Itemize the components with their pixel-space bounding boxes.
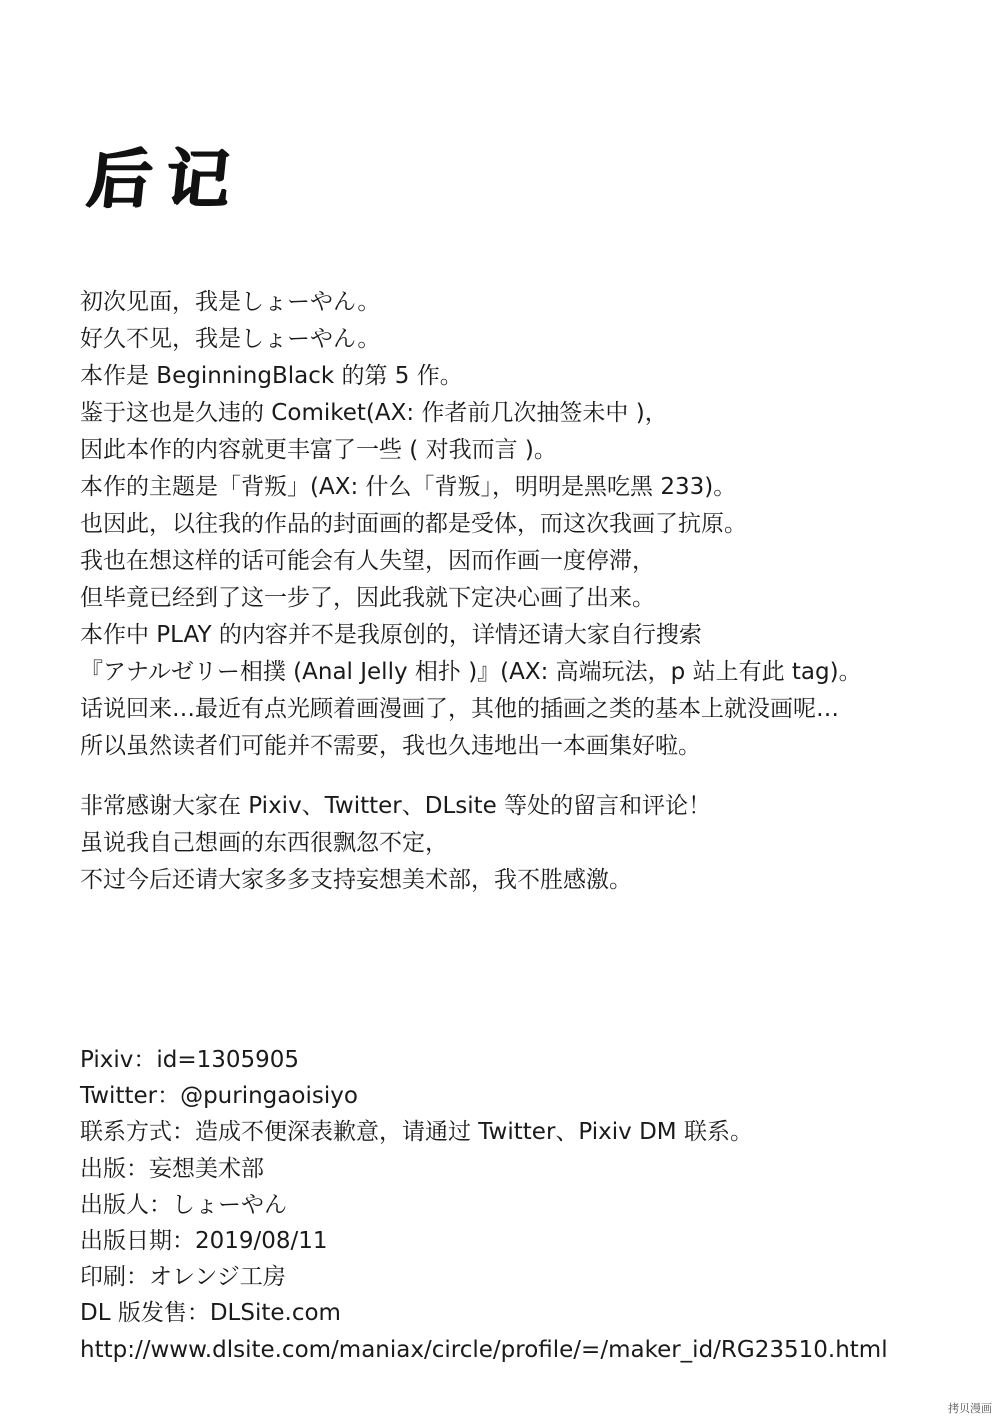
body-line: 话说回来…最近有点光顾着画漫画了，其他的插画之类的基本上就没画呢…	[80, 696, 839, 722]
body-line: 本作的主题是「背叛」(AX: 什么「背叛」，明明是黑吃黑 233)。	[80, 474, 737, 500]
body-line: 所以虽然读者们可能并不需要，我也久违地出一本画集好啦。	[80, 733, 701, 759]
watermark: 拷贝漫画	[948, 1402, 992, 1415]
body-line: 也因此，以往我的作品的封面画的都是受体，而这次我画了抗原。	[80, 511, 747, 537]
publication-info	[80, 1042, 888, 1368]
body-line: 我也在想这样的话可能会有人失望，因而作画一度停滞，	[80, 548, 655, 574]
body-line: 鉴于这也是久违的 Comiket(AX: 作者前几次抽签未中 )，	[80, 400, 668, 426]
body-line: 但毕竟已经到了这一步了，因此我就下定决心画了出来。	[80, 585, 655, 611]
info-publish-date: 出版日期：2019/08/11	[80, 1227, 328, 1254]
body-line: 初次见面，我是しょーやん。	[80, 289, 381, 315]
body-line: 本作中 PLAY 的内容并不是我原创的，详情还请大家自行搜索	[80, 622, 702, 648]
body-line: 『アナルゼリー相撲 (Anal Jelly 相扑 )』(AX: 高端玩法，p 站上有此 tag)。	[80, 659, 862, 685]
thanks-line: 非常感谢大家在 Pixiv、Twitter、DLsite 等处的留言和评论！	[80, 793, 712, 819]
body-line: 因此本作的内容就更丰富了一些 ( 对我而言 )。	[80, 437, 557, 463]
afterword-title: 后记	[84, 142, 248, 217]
info-url: http://www.dlsite.com/maniax/circle/profile/=/maker_id/RG23510.html	[80, 1336, 888, 1363]
info-contact: 联系方式：造成不便深表歉意，请通过 Twitter、Pixiv DM 联系。	[80, 1119, 753, 1146]
body-line: 本作是 BeginningBlack 的第 5 作。	[80, 363, 463, 389]
info-dl-sale: DL 版发售：DLSite.com	[80, 1300, 341, 1327]
info-publisher: 出版：妄想美术部	[80, 1155, 264, 1182]
thanks-line: 不过今后还请大家多多支持妄想美术部，我不胜感激。	[80, 867, 632, 893]
thanks-section	[80, 788, 711, 899]
body-line: 好久不见，我是しょーやん。	[80, 326, 381, 352]
thanks-line: 虽说我自己想画的东西很飘忽不定，	[80, 830, 448, 856]
info-printing: 印刷：オレンジ工房	[80, 1264, 286, 1291]
info-publisher-person: 出版人：しょーやん	[80, 1191, 287, 1218]
afterword-body	[80, 284, 862, 765]
info-twitter: Twitter：@puringaoisiyo	[80, 1083, 358, 1110]
info-pixiv: Pixiv：id=1305905	[80, 1047, 300, 1073]
